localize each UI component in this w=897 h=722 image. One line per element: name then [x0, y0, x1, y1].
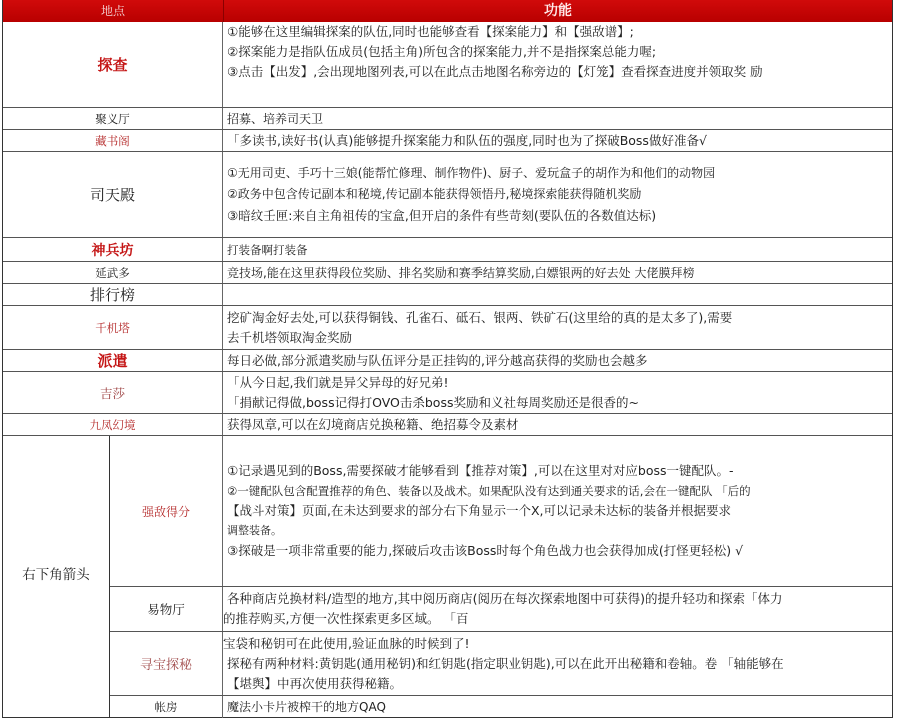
function-cell: [223, 108, 892, 129]
location-cell: 聚义厅: [3, 108, 223, 129]
subrow-zhangfang: [110, 696, 892, 718]
function-line: 「捐献记得做,boss记得打OVO击杀boss奖励和义社每周奖励还是很香的~: [227, 394, 639, 410]
header-location: 地点: [3, 0, 224, 22]
function-line: 的推荐购买,方便一次性探索更多区域。 「百: [223, 611, 469, 626]
table-header: [3, 0, 892, 22]
function-line: ①能够在这里编辑探案的队伍,同时也能够查看【探案能力】和【强敌谱】;: [227, 24, 634, 39]
function-line: 【堪舆】中再次使用获得秘籍。: [227, 675, 403, 691]
function-cell: [223, 22, 892, 107]
function-line: 挖矿淘金好去处,可以获得铜钱、孔雀石、砥石、银两、铁矿石(这里给的真的是太多了),需要: [227, 309, 733, 325]
function-line: 去千机塔领取淘金奖励: [227, 329, 353, 345]
table-row-shenbingfang: [3, 238, 892, 262]
function-line: 各种商店兑换材料/造型的地方,其中阅历商店(阅历在每次探索地图中可获得)的提升轻功和探索「体力: [227, 591, 783, 606]
function-cell: [223, 587, 892, 631]
table-row-tancha: [3, 22, 892, 108]
table-row-jisha: [3, 372, 892, 414]
function-line: ②政务中包含传记副本和秘境,传记副本能获得领悟丹,秘境探索能获得随机奖励: [227, 187, 642, 201]
table-row-paihangbang: [3, 284, 892, 306]
function-cell: [223, 238, 892, 261]
function-line: 招募、培养司天卫: [227, 111, 324, 126]
location-cell: 千机塔: [3, 306, 223, 349]
function-cell: [223, 632, 892, 695]
function-line: 「多读书,读好书(认真)能够提升探案能力和队伍的强度,同时也为了探破Boss做好准备√: [227, 132, 707, 148]
function-cell: [223, 306, 892, 349]
function-line: 调整装备。: [227, 524, 282, 537]
function-cell: [223, 436, 892, 586]
location-cell: 派遣: [3, 350, 223, 371]
location-cell: 帐房: [110, 696, 223, 718]
group-location-cell: 右下角箭头: [3, 436, 110, 718]
function-line: ②一键配队包含配置推荐的角色、装备以及战术。如果配队没有达到通关要求的话,会在一键配队 「后的: [227, 484, 751, 498]
function-cell: [223, 414, 892, 435]
function-line: ①记录遇见到的Boss,需要探破才能够看到【推荐对策】,可以在这里对对应boss一键配队。-: [227, 463, 734, 478]
subrow-yiwuting: [110, 587, 892, 632]
function-cell: [223, 372, 892, 413]
function-line: 「从今日起,我们就是异父异母的好兄弟!: [227, 374, 449, 390]
location-cell: 藏书阁: [3, 130, 223, 151]
function-line: ②探案能力是指队伍成员(包括主角)所包含的探案能力,并不是指探案总能力喔;: [227, 44, 657, 59]
table-row-cangshuge: [3, 130, 892, 152]
function-cell: [223, 262, 892, 283]
function-line: ③探破是一项非常重要的能力,探破后攻击该Boss时每个角色战力也会获得加成(打怪更轻松) √: [227, 543, 744, 558]
table-row-sitiandian: [3, 152, 892, 238]
function-line: ③暗纹壬匣:来自主角祖传的宝盒,但开启的条件有些苛刻(要队伍的各数值达标): [227, 208, 657, 223]
location-cell: 寻宝探秘: [110, 632, 223, 695]
table-row-qianjita: [3, 306, 892, 350]
location-cell: 易物厅: [110, 587, 223, 631]
function-line: ①无用司吏、手巧十三娘(能帮忙修理、制作物件)、厨子、爱玩盒子的胡作为和他们的动物园: [227, 166, 716, 180]
location-cell: 九凤幻境: [3, 414, 223, 435]
function-cell: [223, 284, 892, 305]
function-cell: [223, 350, 892, 371]
function-line: 宝袋和秘钥可在此使用,验证血脉的时候到了!: [223, 635, 470, 651]
function-cell: [223, 130, 892, 151]
table-row-paiqian: [3, 350, 892, 372]
table-row-jiufenghuanjing: [3, 414, 892, 436]
location-cell: 延武多: [3, 262, 223, 283]
function-line: ③点击【出发】,会出现地图列表,可以在此点击地图名称旁边的【灯笼】查看探查进度并领取奖 励: [227, 64, 763, 79]
subrow-xunbaotanmi: [110, 632, 892, 696]
location-cell: 强敌得分: [110, 436, 223, 586]
function-line: 魔法小卡片被榨干的地方QAQ: [227, 700, 386, 714]
location-cell: 排行榜: [3, 284, 223, 305]
function-line: 探秘有两种材料:黄钥匙(通用秘钥)和红钥匙(指定职业钥匙),可以在此开出秘籍和卷轴。卷 「轴能够在: [227, 655, 784, 671]
location-cell: 吉莎: [3, 372, 223, 413]
location-cell: 司天殿: [3, 152, 223, 237]
function-line: 获得凤章,可以在幻境商店兑换秘籍、绝招募令及素材: [227, 416, 519, 432]
function-cell: [223, 152, 892, 237]
function-cell: [223, 696, 892, 718]
function-line: 每日必做,部分派遣奖励与队伍评分是正挂钩的,评分越高获得的奖励也会越多: [227, 352, 648, 368]
table-row-juyiting: [3, 108, 892, 130]
feature-table: [2, 0, 893, 718]
location-cell: 神兵坊: [3, 238, 223, 261]
function-line: 打装备啊打装备: [227, 242, 308, 257]
header-function: 功能: [544, 3, 572, 19]
group-subrows: [110, 436, 892, 718]
function-line: 【战斗对策】页面,在未达到要求的部分右下角显示一个X,可以记录未达标的装备并根据要求: [227, 503, 732, 518]
subrow-qiangdi: [110, 436, 892, 587]
location-cell: 探查: [3, 22, 223, 107]
group-bottom-right-arrow: [3, 436, 892, 718]
function-line: 竞技场,能在这里获得段位奖励、排名奖励和赛季结算奖励,白嫖银两的好去处 大佬膜拜榜: [227, 265, 695, 280]
table-row-yanwuduo: [3, 262, 892, 284]
